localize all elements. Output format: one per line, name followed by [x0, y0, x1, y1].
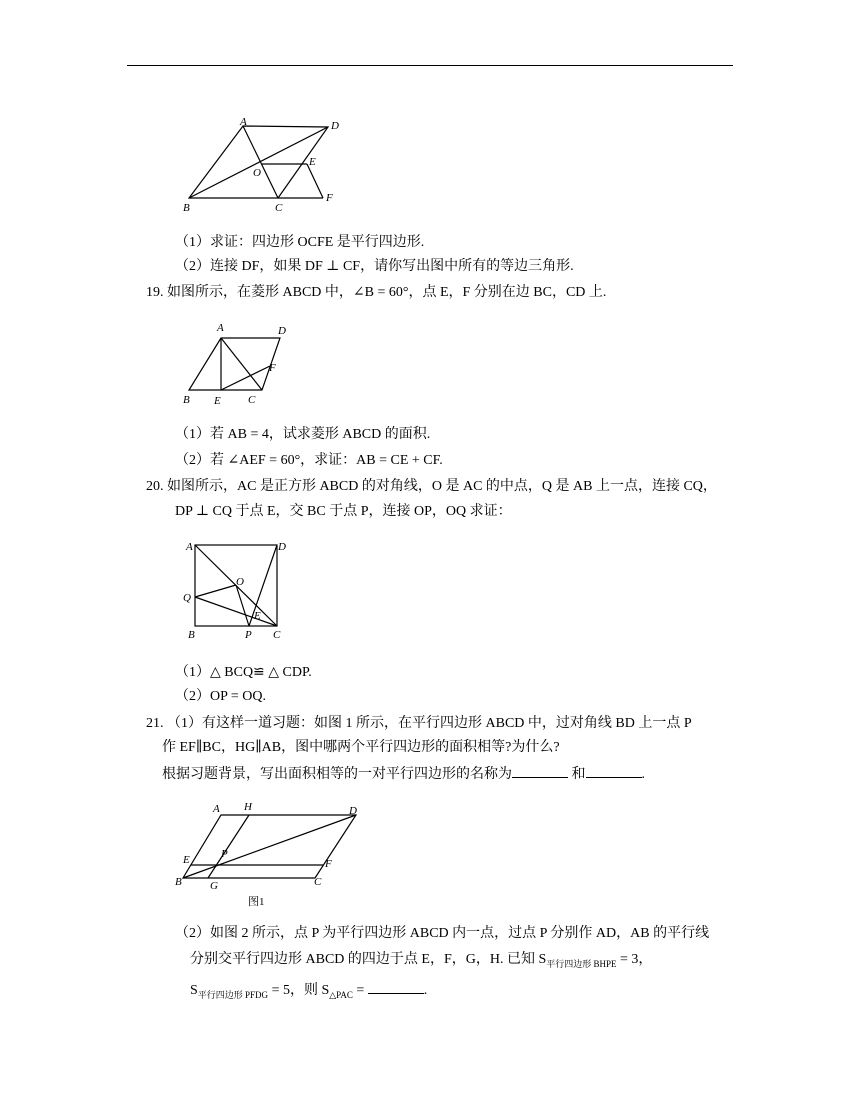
fig19-label-F: F	[269, 362, 276, 374]
fig18-label-D: D	[331, 120, 339, 132]
q21-part2-line3-mid: = 5，则 S	[268, 983, 330, 998]
fig21-caption: 图1	[248, 896, 265, 908]
figure-q18-parallelogram	[180, 115, 350, 215]
fig21-label-G: G	[210, 880, 218, 892]
figure-q20-square	[180, 535, 290, 645]
q21-part2-line1: （2）如图 2 所示，点 P 为平行四边形 ABCD 内一点，过点 P 分别作 AD，AB 的平行线	[175, 926, 710, 941]
q21-part2-line3	[190, 980, 427, 1004]
area-subscript-bhpe: 平行四边形 BHPE	[546, 958, 617, 969]
q18-part2: （2）连接 DF，如果 DF ⊥ CF，请你写出图中所有的等边三角形.	[175, 259, 574, 274]
fig18-label-E: E	[309, 156, 316, 168]
fig20-label-O: O	[236, 576, 244, 588]
fig21-label-H: H	[244, 801, 252, 813]
answer-blank-2[interactable]	[586, 764, 642, 778]
q21-stem-line3	[162, 764, 645, 784]
q20-stem-line1: 20. 如图所示，AC 是正方形 ABCD 的对角线，O 是 AC 的中点，Q 是 AB 上一点，连接 CQ，	[146, 479, 717, 494]
q21-fill-end: .	[641, 767, 645, 782]
area-subscript-pac: △PAC	[329, 989, 353, 1000]
fig20-label-D: D	[278, 541, 286, 553]
q21-stem-line2: 作 EF∥BC，HG∥AB，图中哪两个平行四边形的面积相等?为什么?	[162, 740, 560, 755]
fig21-label-P: P	[221, 848, 228, 860]
q21-part2-line2	[190, 951, 652, 973]
area-subscript-pfdg: 平行四边形 PFDG	[197, 989, 269, 1000]
fig21-label-F: F	[325, 858, 332, 870]
q21-fill-prompt: 根据习题背景，写出面积相等的一对平行四边形的名称为	[162, 767, 512, 782]
header-rule	[127, 65, 733, 66]
fig19-label-B: B	[183, 394, 190, 406]
fig19-label-D: D	[278, 325, 286, 337]
fig19-label-E: E	[214, 395, 221, 407]
q21-fill-and: 和	[568, 767, 586, 782]
fig20-label-Q: Q	[183, 592, 191, 604]
figure-q21-fig1	[170, 795, 370, 913]
fig20-label-A: A	[186, 541, 193, 553]
figure-q19-rhombus	[180, 320, 290, 408]
fig20-label-B: B	[188, 629, 195, 641]
q21-stem-line1: 21. （1）有这样一道习题：如图 1 所示，在平行四边形 ABCD 中，过对角线 BD 上一点 P	[146, 716, 692, 731]
fig21-label-D: D	[349, 805, 357, 817]
fig18-label-B: B	[183, 202, 190, 214]
fig21-label-A: A	[213, 803, 220, 815]
fig20-label-P: P	[245, 629, 252, 641]
fig18-label-A: A	[240, 116, 247, 128]
fig21-label-E: E	[183, 854, 190, 866]
fig21-label-B: B	[175, 876, 182, 888]
q21-part2-line2-end: = 3，	[616, 952, 653, 967]
q19-part1: （1）若 AB = 4，试求菱形 ABCD 的面积.	[175, 427, 431, 442]
q20-part1: （1）△ BCQ≌ △ CDP.	[175, 665, 312, 680]
q21-part2-line3-eq: =	[352, 983, 368, 998]
fig19-label-C: C	[248, 394, 256, 406]
answer-blank-1[interactable]	[512, 764, 568, 778]
fig18-label-O: O	[253, 167, 261, 179]
area-symbol-s: S	[190, 983, 198, 998]
answer-blank-3[interactable]	[368, 980, 424, 994]
q21-part2-line2-text: 分别交平行四边形 ABCD 的四边于点 E，F，G，H. 已知 S	[190, 952, 547, 967]
fig18-label-F: F	[326, 192, 333, 204]
q18-part1: （1）求证：四边形 OCFE 是平行四边形.	[175, 235, 425, 250]
q19-stem: 19. 如图所示，在菱形 ABCD 中，∠B = 60°，点 E，F 分别在边 BC，CD 上.	[146, 285, 607, 300]
fig20-label-E: E	[254, 610, 261, 622]
q19-part2: （2）若 ∠AEF = 60°，求证：AB = CE + CF.	[175, 453, 443, 468]
fig19-label-A: A	[217, 322, 224, 334]
q20-stem-line2: DP ⊥ CQ 于点 E，交 BC 于点 P，连接 OP，OQ 求证：	[175, 504, 512, 519]
fig20-label-C: C	[273, 629, 281, 641]
q21-part2-line3-end: .	[423, 983, 428, 998]
fig18-label-C: C	[275, 202, 283, 214]
q20-part2: （2）OP = OQ.	[175, 689, 266, 704]
fig21-label-C: C	[314, 876, 322, 888]
